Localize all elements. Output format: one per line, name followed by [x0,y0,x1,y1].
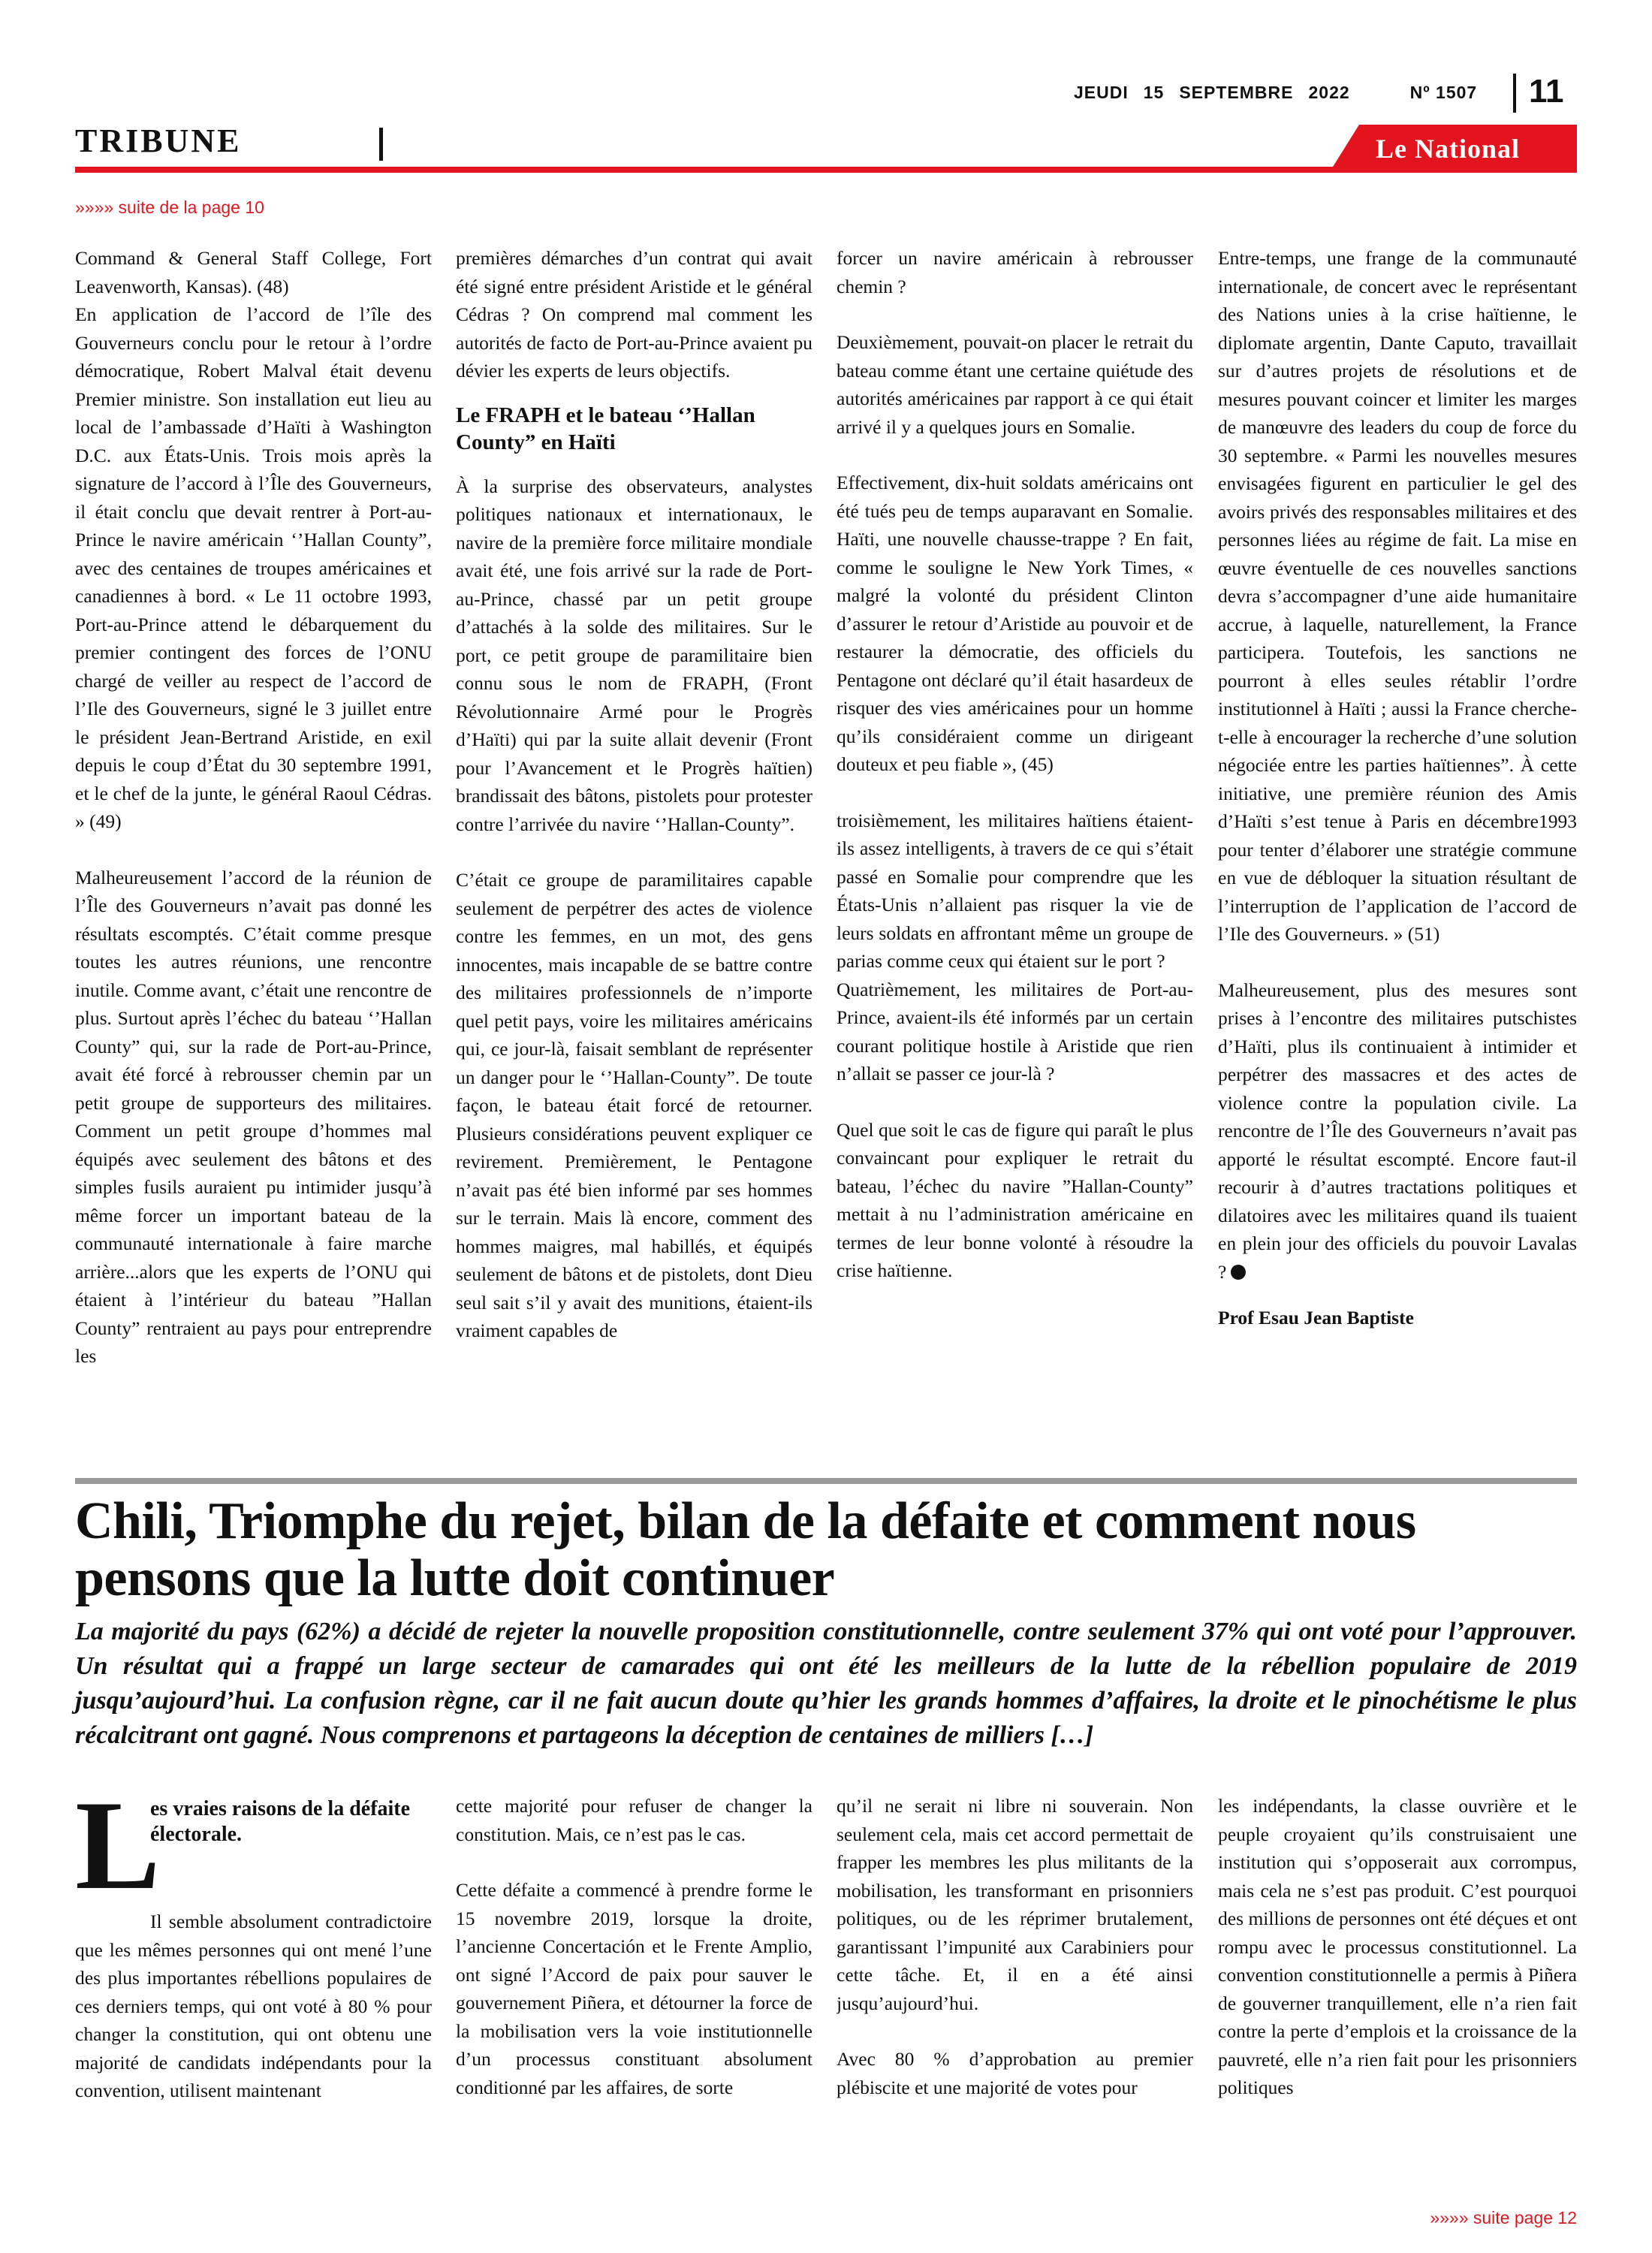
paragraph: Command & General Staff College, Fort Leavenworth, Kansas). (48) [75,247,432,297]
paragraph: troisièmement, les militaires haïtiens étaient-ils assez intelligents, à travers de ce qui s’était passé en Somalie pour comprendre que les États-Unis n’allaient pas risquer la vie de leurs soldats en affrontant même un groupe de parias comme ceux qui étaient sur le port ? [837,809,1193,972]
issue-date-line [1074,83,1477,105]
paragraph: Quel que soit le cas de figure qui paraît le plus convaincant pour expliquer le retrait du bateau, l’échec du navire ”Hallan-County” mettait à nu l’administration américaine en termes de leur bonne volonté à résoudre la crise haïtienne. [837,1118,1193,1281]
article1-subheading: Le FRAPH et le bateau ‘’Hallan County” en Haïti [456,403,755,454]
section-title: TRIBUNE [75,122,242,159]
paragraph: Entre-temps, une frange de la communauté internationale, de concert avec le représentant des Nations unies à la crise haïtienne, le diplomate argentin, Dante Caputo, travaillait sur d’autres projets de résolutions et de mesures pouvant coincer et limiter les marges de manœuvre des leaders du coup de force du 30 septembre. « Parmi les nouvelles mesures envisagées figurent en particulier le gel des avoirs privés des responsables militaires et des personnes liées au régime de fait. La mise en œuvre éventuelle de ces nouvelles sanctions devra s’accompagner d’une aide humanitaire accrue, à laquelle, naturellement, la France participera. Toutefois, les sanctions ne pourront à elles seules rétablir l’ordre institutionnel à Haïti ; aussi la France cherche-t-elle à encourager la recherche d’une solution négociée entre les parties haïtiennes”. À cette initiative, une première réunion des Amis d’Haïti s’est tenue à Paris en décembre1993 pour tenter d’élaborer une stratégie commune en vue de débloquer la situation résultant de l’interruption de l’application de l’accord de l’Ile des Gouverneurs. » (51) [1218,247,1577,945]
paragraph: qu’il ne serait ni libre ni souverain. Non seulement cela, mais cet accord permettait de frapper les membres les plus militants de la mobilisation, les transformant en prisonniers politiques, ou de les réprimer brutalement, garantissant l’impunité aux Carabiniers pour cette tâche. Et, il en a été ainsi jusqu’aujourd’hui. [837,1795,1193,2014]
article1-column-2 [456,244,812,1461]
paragraph: les indépendants, la classe ouvrière et le peuple croyaient qu’ils construisaient une institution qui s’opposerait aux corrompus, mais cela ne s’est pas produit. C’est pourquoi des millions de personnes ont été déçues et ont rompu avec le processus constitutionnel. La convention constitutionnelle a permis à Piñera de gouverner tranquillement, elle n’a rien fait contre la perte d’emplois et la croissance de la pauvreté, elle n’a rien fait pour les prisonniers politiques [1218,1795,1577,2098]
paragraph: Malheureusement l’accord de la réunion de l’Île des Gouverneurs n’avait pas donné les résultats escomptés. C’était comme presque toutes les autres réunions, une rencontre inutile. Comme avant, c’était une rencontre de plus. Surtout après l’échec du bateau ‘’Hallan County” qui, sur la rade de Port-au-Prince, avait été forcé à rebrousser chemin par un petit groupe de supporteurs des militaires. Comment un petit groupe d’hommes mal équipés avec seulement des bâtons et des simples fusils auraient pu intimider jusqu’à même forcer un important bateau de la communauté internationale à faire marche arrière...alors que les experts de l’ONU qui étaient à l’intérieur du bateau ”Hallan County” rentraient au pays pour entreprendre les [75,866,432,1367]
page-number: 11 [1529,73,1564,110]
article2-column-4 [1218,1792,1577,2190]
article1-byline: Prof Esau Jean Baptiste [1218,1307,1414,1329]
issue-number: Nº 1507 [1409,83,1478,102]
issue-day: JEUDI [1074,83,1129,102]
brand-name: Le National [1376,134,1521,164]
dropcap-block [75,1792,432,1916]
issue-month: SEPTEMBRE [1179,83,1294,102]
paragraph: Deuxièmement, pouvait-on placer le retrait du bateau comme étant une certaine quiétude des autorités américaines par rapport à ce qui était arrivé il y a quelques jours en Somalie. [837,331,1193,438]
section-divider [379,128,383,161]
paragraph: En application de l’accord de l’île des Gouverneurs conclu pour le retour à l’ordre démocratique, Robert Malval était devenu Premier ministre. Son installation eut lieu au local de l’ambassade d’Haïti à Washington D.C. aux États-Unis. Trois mois après la signature de l’accord à l’Île des Gouverneurs, il était conclu que devait rentrer à Port-au-Prince le navire américain ‘’Hallan County”, avec des centaines de troupes américaines et canadiennes à bord. « Le 11 octobre 1993, Port-au-Prince attend le débarquement du premier contingent des forces de l’ONU chargé de veiller au respect de l’accord de l’Ile des Gouverneurs, signé le 3 juillet entre le président Jean-Bertrand Aristide, en exil depuis le coup d’État du 30 septembre 1991, et le chef de la junte, le général Raoul Cédras. » (49) [75,303,432,832]
article2-lead: La majorité du pays (62%) a décidé de rejeter la nouvelle proposition constitutionnelle, contre seulement 37% qui ont voté pour l’approuver. Un résultat qui a frappé un large secteur de camarades qui ont été les meilleurs de la lutte de la rébellion populaire de 2019 jusqu’aujourd’hui. La confusion règne, car il ne fait aucun doute qu’hier les grands hommes d’affaires, la droite et le pinochétisme le plus récalcitrant ont gagné. Nous comprenons et partageons la déception de centaines de milliers […] [75,1618,1577,1749]
date-spacer [1365,83,1395,105]
paragraph: Quatrièmement, les militaires de Port-au-Prince, avaient-ils été informés par un certain courant politique hostile à Aristide que rien n’allait se passer ce jour-là ? [837,978,1193,1084]
article1-column-3 [837,244,1193,1461]
continued-from-link[interactable]: »»»» suite de la page 10 [75,198,264,217]
article2-headline: Chili, Triomphe du rejet, bilan de la défaite et comment nous pensons que la lutte doit continuer [75,1492,1416,1607]
paragraph: Effectivement, dix-huit soldats américains ont été tués peu de temps auparavant en Somalie. Haïti, une nouvelle chausse-trappe ? En fait, comme le souligne le New York Times, « malgré la volonté du président Clinton d’assurer le retour d’Aristide au pouvoir et de restaurer la démocratie, des officiels du Pentagone ont déclaré qu’il était hasardeux de risquer des vies américaines pour un homme qu’ils considéraient comme un dirigeant douteux et peu fiable », (45) [837,472,1193,775]
paragraph: Cette défaite a commencé à prendre forme le 15 novembre 2019, lorsque la droite, l’ancienne Concertación et le Frente Amplio, ont signé l’Accord de paix pour sauver le gouvernement Piñera, et détourner la force de la mobilisation vers la voie institutionnelle d’un processus constituant absolument conditionné par les affaires, de sorte [456,1879,812,2098]
page-number-divider [1513,74,1516,113]
article2-section-title: es vraies raisons de la défaite électorale. [150,1797,411,1846]
paragraph-text: Malheureusement, plus des mesures sont prises à l’encontre des militaires putschistes d’Haïti, plus ils continuaient à intimider et perpétrer des massacres et des actes de violence contre la population civile. La rencontre de l’Île des Gouverneurs n’avait pas apporté le résultat escompté. Encore faut-il recourir à d’autres tractations politiques et dilatoires avec les militaires quand ils tuaient en plein jour des officiels du pouvoir Lavalas ? [1218,979,1577,1283]
paragraph: Avec 80 % d’approbation au premier plébiscite et une majorité de votes pour [837,2048,1193,2098]
header-rule [75,167,1577,173]
article1-column-1 [75,244,432,1461]
paragraph [1218,976,1577,1286]
paragraph-text: Il semble absolument contradictoire que les mêmes personnes qui ont mené l’une des plus importantes rébellions populaires de ces derniers temps, qui ont voté à 80 % pour changer la constitution, qui ont obtenu une majorité de candidats indépendants pour la convention, utilisent maintenant [75,1911,432,2101]
paragraph: C’était ce groupe de paramilitaires capable seulement de perpétrer des actes de violence contre les femmes, en un mot, des gens innocentes, mais incapable de se battre contre des militaires professionnels de n’importe quel petit pays, voire les militaires américains qui, ce jour-là, faisait semblant de représenter un danger pour le ‘’Hallan-County”. De toute façon, le bateau était forcé de retourner. Plusieurs considérations peuvent expliquer ce revirement. Premièrement, le Pentagone n’avait pas été bien informé par ses hommes sur le terrain. Mais là encore, comment des hommes maigres, mal habillés, et équipés seulement de bâtons et de pistolets, dont Dieu seul sait s’il y avait des munitions, étaient-ils vraiment capables de [456,869,812,1341]
article-separator [75,1478,1577,1484]
issue-date-number: 15 [1143,83,1165,102]
paragraph: À la surprise des observateurs, analystes politiques nationaux et internationaux, le navire de la première force militaire mondiale avait été, une fois arrivé sur la rade de Port-au-Prince, chassé par un petit groupe d’attachés à la solde des militaires. Sur le port, ce petit groupe de paramilitaire bien connu sous le nom de FRAPH, (Front Révolutionnaire Armé pour le Progrès d’Haïti) qui par la suite allait devenir (Front pour l’Avancement et le Progrès haïtien) brandissait des bâtons, pistolets pour protester contre l’arrivée du navire ‘’Hallan-County”. [456,475,812,835]
article1-column-4 [1218,244,1577,1461]
continued-to-link[interactable]: »»»» suite page 12 [1430,2208,1577,2227]
paragraph: cette majorité pour refuser de changer la constitution. Mais, ce n’est pas le cas. [456,1795,812,1845]
end-of-article-icon [1231,1265,1246,1280]
paragraph: premières démarches d’un contrat qui avait été signé entre président Aristide et le général Cédras ? On comprend mal comment les autorités de facto de Port-au-Prince avaient pu dévier les experts de leurs objectifs. [456,247,812,382]
issue-year: 2022 [1308,83,1350,102]
paragraph [75,1908,432,2105]
paragraph: forcer un navire américain à rebrousser chemin ? [837,247,1193,297]
article2-column-2 [456,1792,812,2190]
dropcap-letter: L [75,1792,161,1916]
article2-column-3 [837,1792,1193,2190]
article2-column-1 [75,1792,432,2190]
